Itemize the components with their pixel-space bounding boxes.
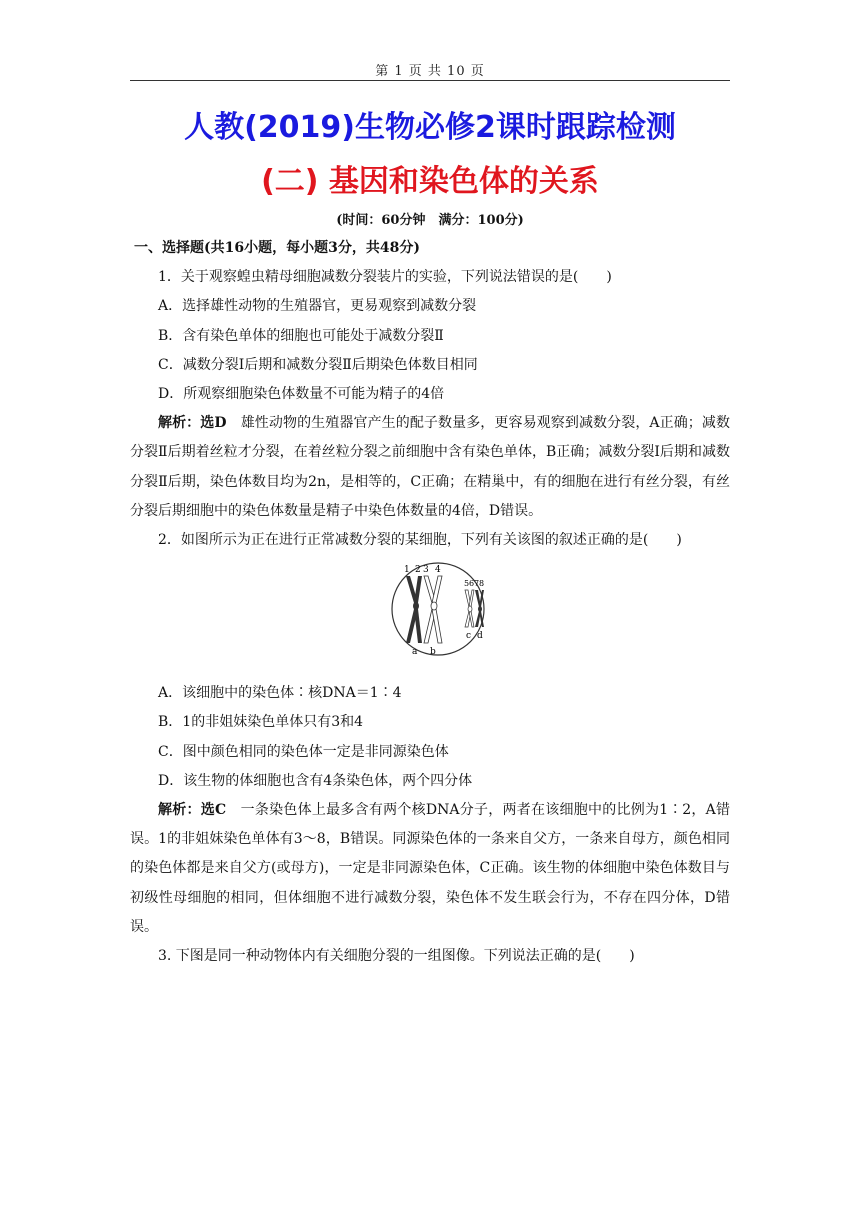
analysis-text: 一条染色体上最多含有两个核DNA分子，两者在该细胞中的比例为1∶2，A错误。1的非姐妹染色单体有3～8，B错误。同源染色体的一条来自父方，一条来自母方，颜色相同的染色体都是来自父方(或母方)，一定是非同源染色体，C正确。该生物的体细胞中染色体数目与初级性母细胞的相同，但体细胞不进行减数分裂，染色体不发生联会行为，不存在四分体，D错误。 [130, 802, 730, 935]
question-2-option-b: B．1的非姐妹染色单体只有3和4 [158, 714, 364, 731]
label-2: 2 [415, 565, 421, 576]
label-c: c [466, 631, 472, 642]
header-divider [130, 80, 730, 81]
question-2-option-c: C．图中颜色相同的染色体一定是非同源染色体 [158, 743, 449, 760]
question-3-stem: 3. 下图是同一种动物体内有关细胞分裂的一组图像。下列说法正确的是( ) [158, 948, 635, 965]
question-1-option-a: A．选择雄性动物的生殖器官，更易观察到减数分裂 [158, 298, 477, 315]
question-1-option-c: C．减数分裂Ⅰ后期和减数分裂Ⅱ后期染色体数目相同 [158, 356, 478, 373]
doc-title-line2: (二) 基因和染色体的关系 [261, 164, 599, 199]
cell-diagram [130, 555, 730, 679]
analysis-label: 解析：选C [158, 802, 227, 819]
section-heading: 一、选择题(共16小题，每小题3分，共48分) [134, 240, 420, 256]
question-1-stem: 1．关于观察蝗虫精母细胞减数分裂装片的实验，下列说法错误的是( ) [158, 269, 612, 286]
doc-body [130, 234, 730, 971]
label-6: 6 [469, 579, 475, 589]
label-1: 1 [404, 565, 410, 576]
label-5: 5 [464, 579, 470, 589]
label-d: d [477, 631, 483, 642]
label-7: 7 [474, 579, 480, 589]
question-1-option-d: D．所观察细胞染色体数量不可能为精子的4倍 [158, 386, 445, 403]
question-2-option-a: A．该细胞中的染色体∶核DNA＝1∶4 [158, 685, 402, 702]
analysis-label: 解析：选D [158, 415, 227, 432]
doc-subtitle: (时间：60分钟 满分：100分) [336, 213, 524, 228]
question-1-option-b: B．含有染色单体的细胞也可能处于减数分裂Ⅱ [158, 327, 444, 344]
question-2-stem: 2．如图所示为正在进行正常减数分裂的某细胞，下列有关该图的叙述正确的是( ) [158, 532, 682, 549]
page-header: 第 1 页 共 10 页 [375, 64, 485, 79]
question-1-analysis [130, 409, 730, 526]
doc-title-line1: 人教(2019)生物必修2课时跟踪检测 [184, 110, 676, 145]
question-2-option-d: D．该生物的体细胞也含有4条染色体，两个四分体 [158, 772, 473, 789]
analysis-text: 雄性动物的生殖器官产生的配子数量多，更容易观察到减数分裂，A正确；减数分裂Ⅱ后期着丝粒才分裂，在着丝粒分裂之前细胞中含有染色单体，B正确；减数分裂Ⅰ后期和减数分裂Ⅱ后期，染色体数目均为2n，是相等的，C正确；在精巢中，有的细胞在进行有丝分裂，有丝分裂后期细胞中的染色体数量是精子中染色体数量的4倍，D错误。 [130, 415, 730, 519]
label-4: 4 [435, 565, 441, 576]
cell-diagram-svg [388, 559, 488, 659]
label-b: b [430, 647, 436, 658]
label-a: a [412, 647, 418, 658]
label-3: 3 [423, 565, 429, 576]
question-2-analysis [130, 796, 730, 942]
label-8: 8 [479, 579, 485, 589]
